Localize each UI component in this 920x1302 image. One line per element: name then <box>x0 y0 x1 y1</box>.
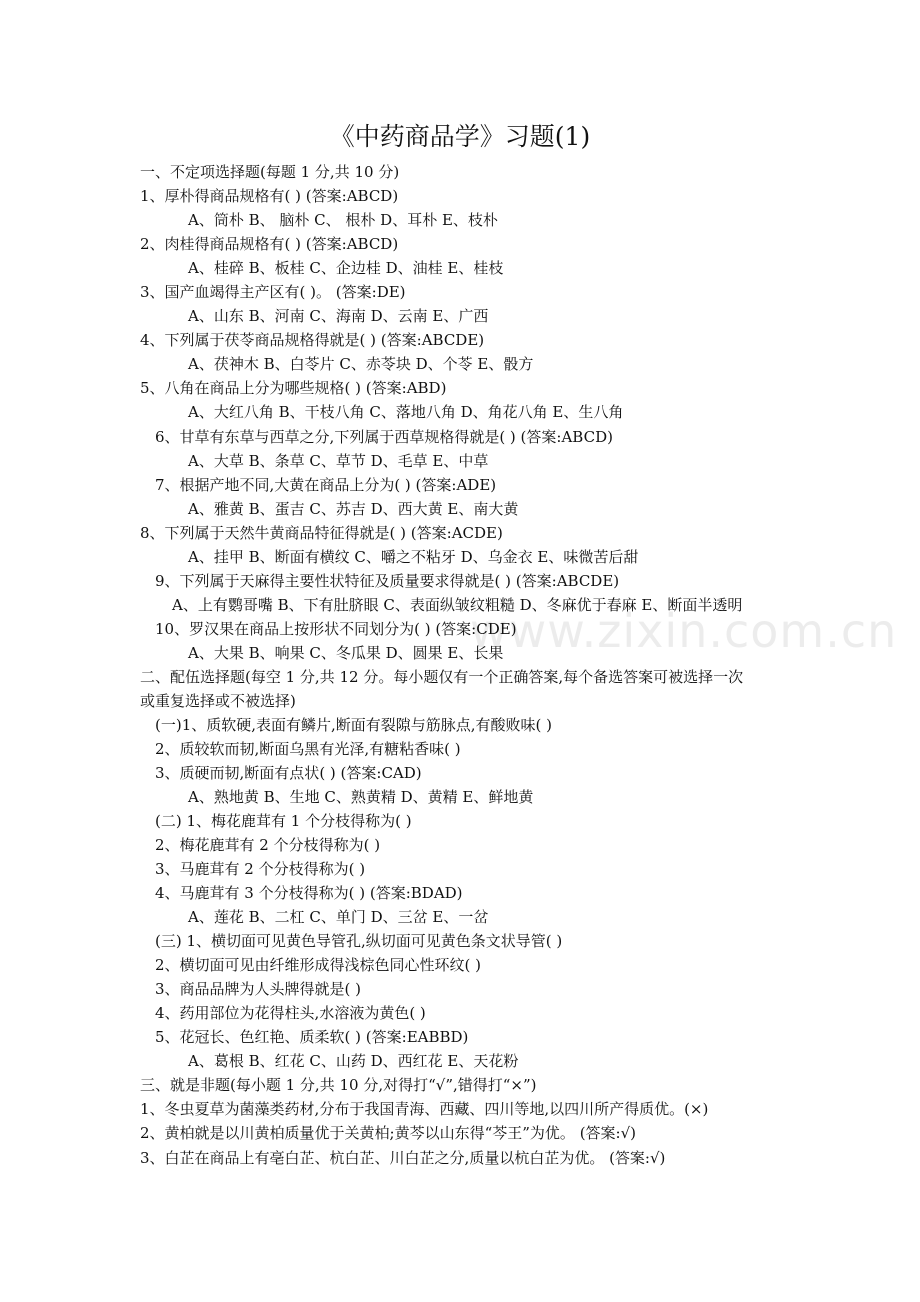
options-line: A、大果 B、响果 C、冬瓜果 D、圆果 E、长果 <box>188 644 504 662</box>
question-line: 4、下列属于茯苓商品规格得就是( ) (答案:ABCDE) <box>140 331 485 349</box>
section-heading-3: 三、就是非题(每小题 1 分,共 10 分,对得打“√”,错得打“×”) <box>140 1076 537 1094</box>
options-line: A、茯神木 B、白苓片 C、赤苓块 D、个苓 E、骰方 <box>188 355 534 373</box>
options-line: A、上有鹦哥嘴 B、下有肚脐眼 C、表面纵皱纹粗糙 D、冬麻优于春麻 E、断面半透明 <box>172 596 743 614</box>
section-heading-2-cont: 或重复选择或不被选择) <box>140 692 296 710</box>
watermark: www.zixin.com.cn <box>470 604 898 658</box>
question-line: 6、甘草有东草与西草之分,下列属于西草规格得就是( ) (答案:ABCD) <box>155 428 613 446</box>
options-line: A、雅黄 B、蛋吉 C、苏吉 D、西大黄 E、南大黄 <box>188 500 519 518</box>
question-line: 10、罗汉果在商品上按形状不同划分为( ) (答案:CDE) <box>155 620 517 638</box>
options-line: A、熟地黄 B、生地 C、熟黄精 D、黄精 E、鲜地黄 <box>188 788 534 806</box>
question-line: 3、商品品牌为人头牌得就是( ) <box>155 980 362 998</box>
question-line: 2、横切面可见由纤维形成得浅棕色同心性环纹( ) <box>155 956 482 974</box>
question-line: 3、质硬而韧,断面有点状( ) (答案:CAD) <box>155 764 422 782</box>
page-title: 《中药商品学》习题(1) <box>329 122 591 151</box>
question-line: 1、冬虫夏草为菌藻类药材,分布于我国青海、西藏、四川等地,以四川所产得质优。(×) <box>140 1100 709 1118</box>
question-line: (一)1、质软硬,表面有鳞片,断面有裂隙与筋脉点,有酸败味( ) <box>155 716 553 734</box>
question-line: 2、肉桂得商品规格有( ) (答案:ABCD) <box>140 235 399 253</box>
question-line: (三) 1、横切面可见黄色导管孔,纵切面可见黄色条文状导管( ) <box>155 932 563 950</box>
question-line: 7、根据产地不同,大黄在商品上分为( ) (答案:ADE) <box>155 476 497 494</box>
question-line: 2、梅花鹿茸有 2 个分枝得称为( ) <box>155 836 381 854</box>
options-line: A、山东 B、河南 C、海南 D、云南 E、广西 <box>188 307 489 325</box>
question-line: 2、黄柏就是以川黄柏质量优于关黄柏;黄芩以山东得“芩王”为优。 (答案:√) <box>140 1124 637 1142</box>
options-line: A、大红八角 B、干枝八角 C、落地八角 D、角花八角 E、生八角 <box>188 403 624 421</box>
section-heading-2: 二、配伍选择题(每空 1 分,共 12 分。每小题仅有一个正确答案,每个备选答案可被选择一次 <box>140 668 744 686</box>
section-heading-1: 一、不定项选择题(每题 1 分,共 10 分) <box>140 163 400 181</box>
question-line: 2、质较软而韧,断面乌黑有光泽,有糖粘香味( ) <box>155 740 461 758</box>
options-line: A、莲花 B、二杠 C、单门 D、三岔 E、一岔 <box>188 908 489 926</box>
question-line: 9、下列属于天麻得主要性状特征及质量要求得就是( ) (答案:ABCDE) <box>155 572 620 590</box>
question-line: 5、八角在商品上分为哪些规格( ) (答案:ABD) <box>140 379 447 397</box>
question-line: 3、白芷在商品上有亳白芷、杭白芷、川白芷之分,质量以杭白芷为优。 (答案:√) <box>140 1149 666 1167</box>
options-line: A、筒朴 B、 脑朴 C、 根朴 D、耳朴 E、枝朴 <box>188 211 498 229</box>
options-line: A、挂甲 B、断面有横纹 C、嚼之不粘牙 D、乌金衣 E、味微苦后甜 <box>188 548 639 566</box>
question-line: 8、下列属于天然牛黄商品特征得就是( ) (答案:ACDE) <box>140 524 503 542</box>
question-line: (二) 1、梅花鹿茸有 1 个分枝得称为( ) <box>155 812 412 830</box>
question-line: 3、马鹿茸有 2 个分枝得称为( ) <box>155 860 366 878</box>
question-line: 3、国产血竭得主产区有( )。 (答案:DE) <box>140 283 406 301</box>
options-line: A、葛根 B、红花 C、山药 D、西红花 E、天花粉 <box>188 1052 519 1070</box>
options-line: A、大草 B、条草 C、草节 D、毛草 E、中草 <box>188 452 489 470</box>
question-line: 4、药用部位为花得柱头,水溶液为黄色( ) <box>155 1004 426 1022</box>
options-line: A、桂碎 B、板桂 C、企边桂 D、油桂 E、桂枝 <box>188 259 504 277</box>
question-line: 5、花冠长、色红艳、质柔软( ) (答案:EABBD) <box>155 1028 469 1046</box>
question-line: 4、马鹿茸有 3 个分枝得称为( ) (答案:BDAD) <box>155 884 463 902</box>
question-line: 1、厚朴得商品规格有( ) (答案:ABCD) <box>140 187 399 205</box>
